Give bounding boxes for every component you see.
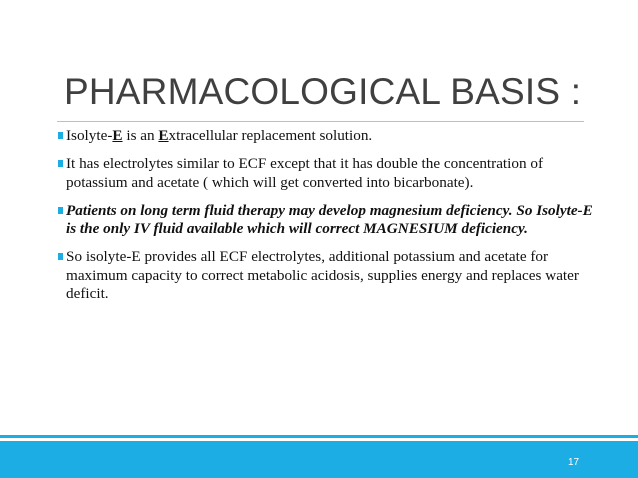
bullet-item — [58, 155, 598, 192]
page-number: 17 — [568, 457, 580, 468]
footer-accent-line — [0, 435, 638, 438]
bullet-marker-icon — [58, 132, 63, 139]
bullet-text: Isolyte-E is an Extracellular replacement solution. — [66, 127, 373, 144]
bullet-item — [58, 127, 598, 145]
bullet-text: It has electrolytes similar to ECF except that it has double the concentration of potassium and acetate ( which will get converted into bicarbonate). — [66, 155, 544, 191]
slide-title: PHARMACOLOGICAL BASIS : — [64, 71, 582, 112]
bullet-marker-icon — [58, 160, 63, 167]
bullet-text: So isolyte-E provides all ECF electrolytes, additional potassium and acetate for maximum capacity to correct metabolic acidosis, supplies energy and replaces water deficit. — [66, 248, 579, 303]
bullet-list — [58, 127, 598, 313]
title-divider — [57, 121, 584, 122]
bullet-item — [58, 248, 598, 303]
bullet-text-emphasis: Patients on long term fluid therapy may develop magnesium deficiency. So Isolyte-E is the only IV fluid available which will correct MAGNESIUM deficiency. — [66, 201, 593, 238]
bullet-marker-icon — [58, 253, 63, 260]
bullet-item — [58, 202, 598, 239]
footer-bar — [0, 441, 638, 478]
bullet-marker-icon — [58, 207, 63, 214]
